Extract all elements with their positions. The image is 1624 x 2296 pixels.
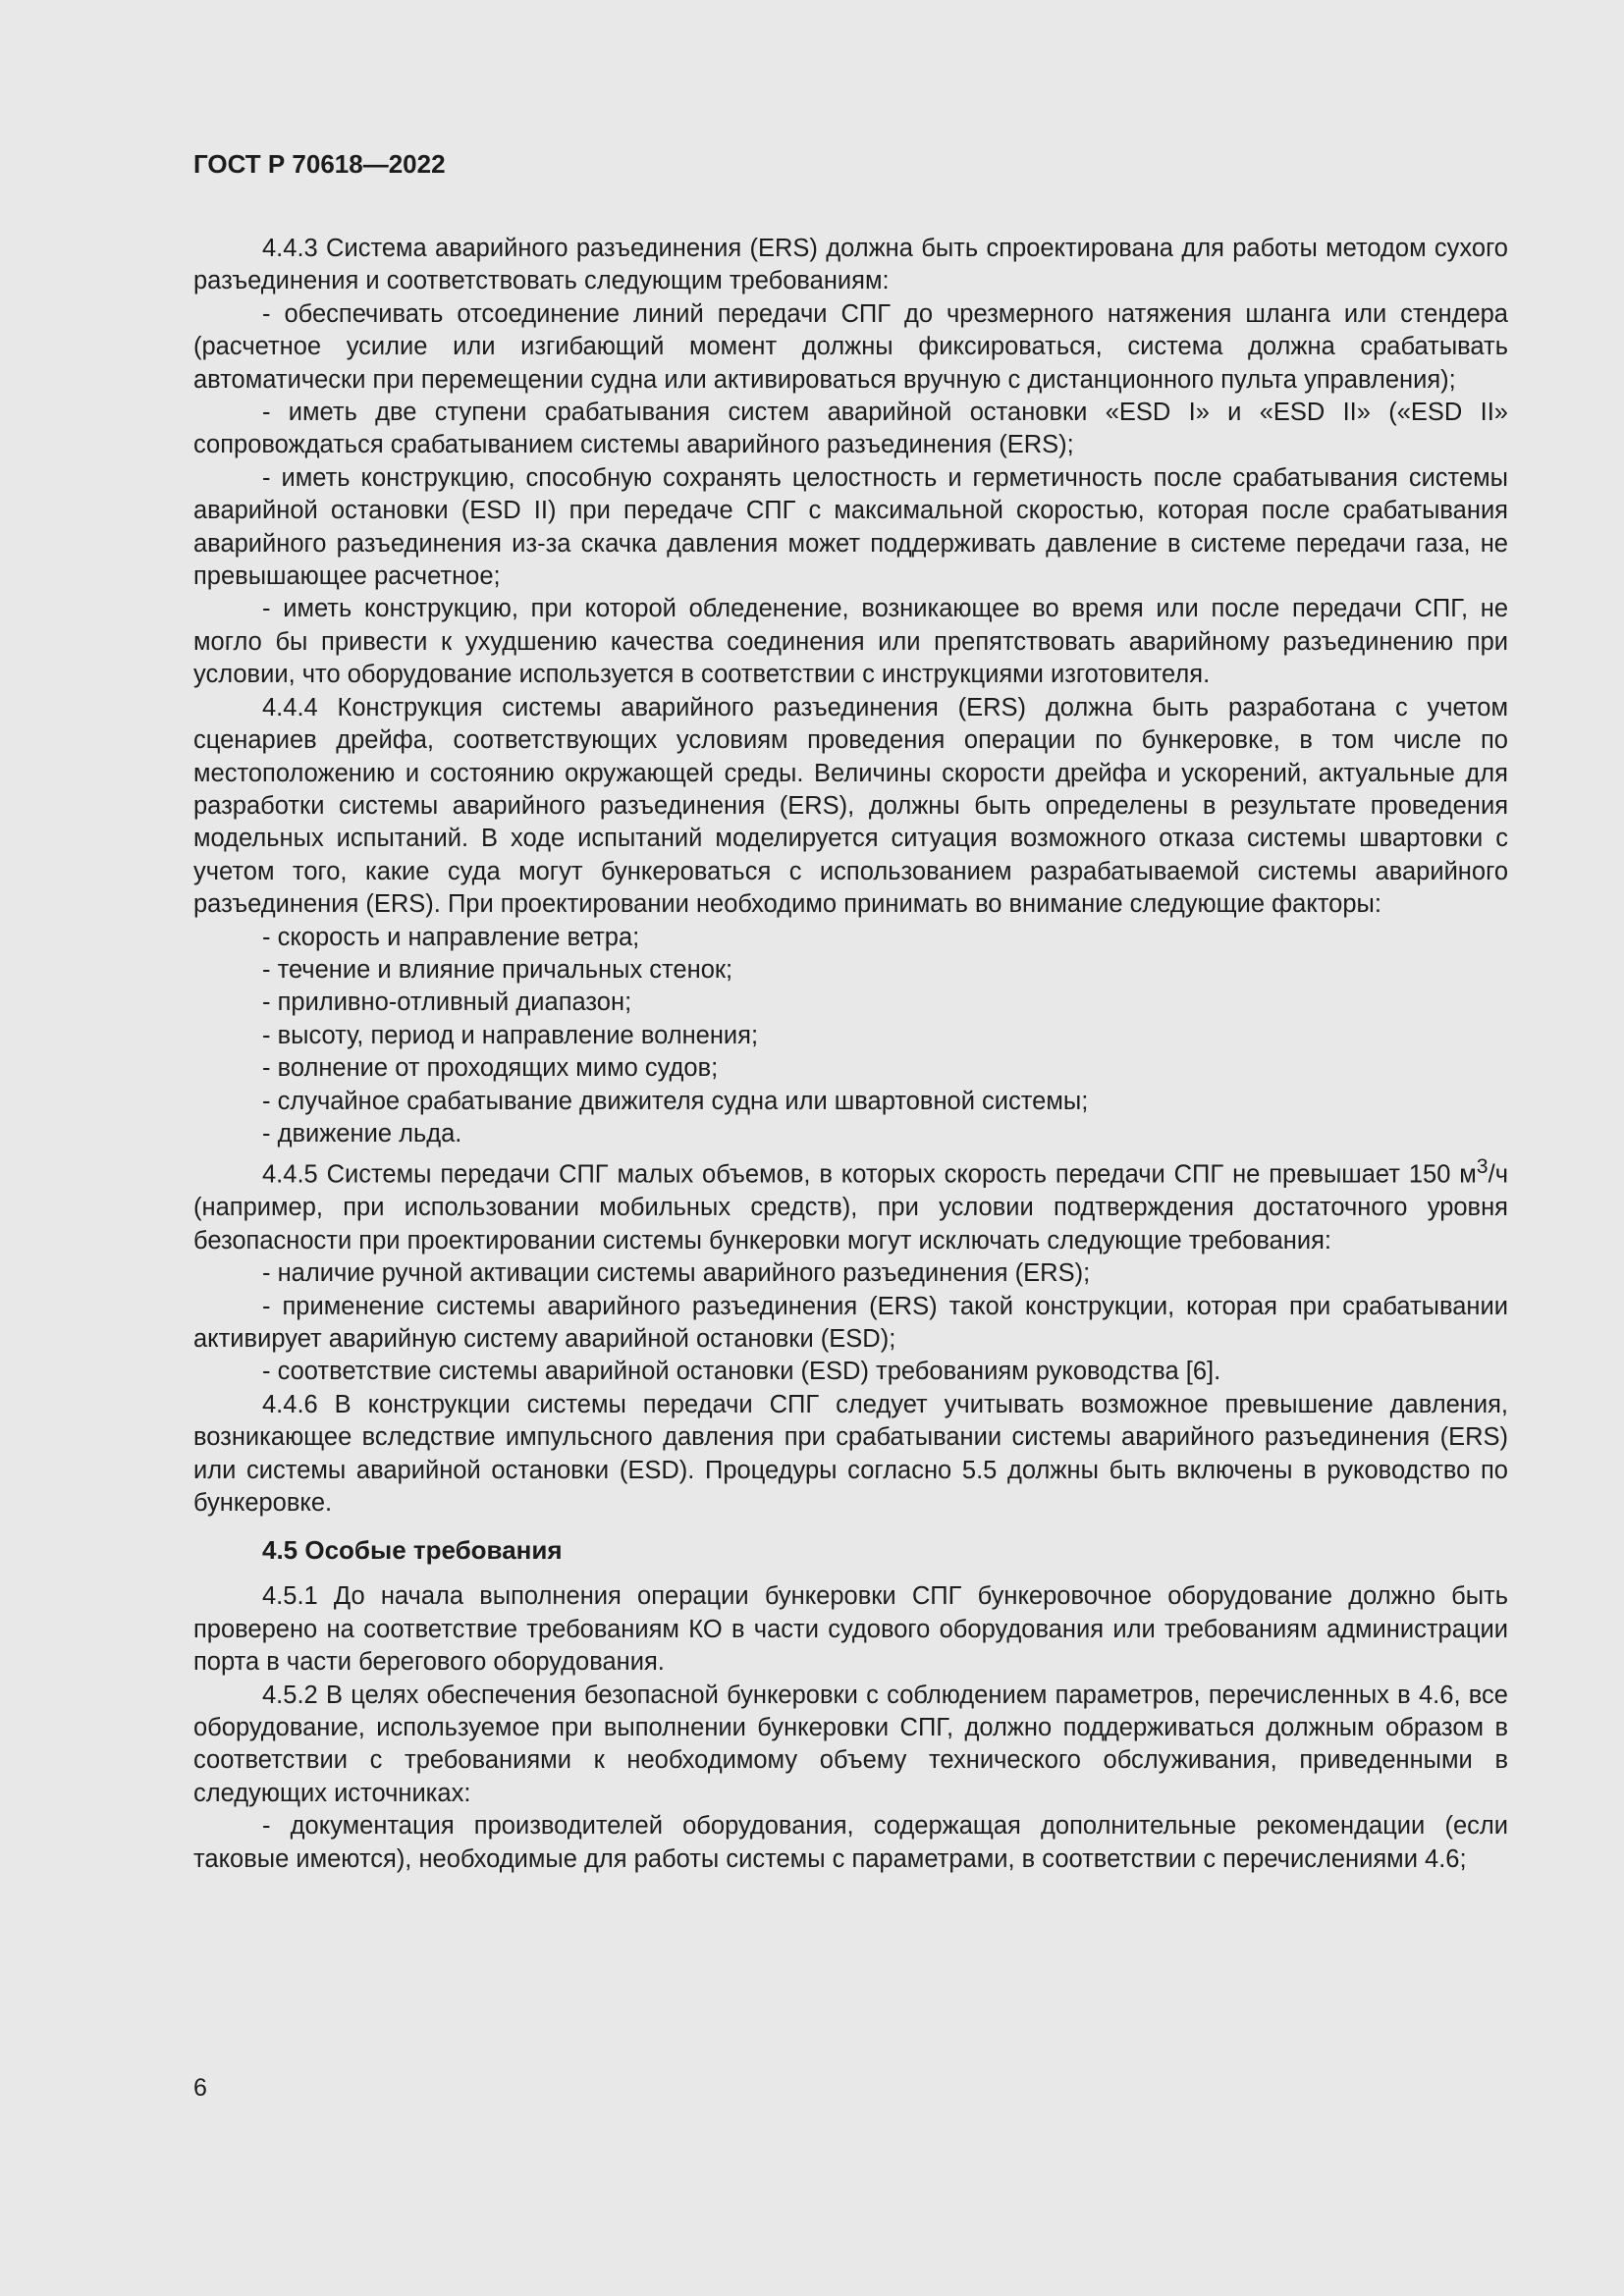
paragraph-text: 4.4.5 Системы передачи СПГ малых объемов, в которых скорость передачи СПГ не превышает 150 м [262, 1160, 1477, 1189]
paragraph-4-4-6: 4.4.6 В конструкции системы передачи СПГ следует учитывать возможное превышение давления, возникающее вследствие импульсного давления при срабатывании системы аварийного разъединения (ERS) или системы аварийной остановки (ESD). Процедуры согласно 5.5 должны быть включены в руководство по бункеровке. [193, 1390, 1508, 1517]
list-item: - волнение от проходящих мимо судов; [262, 1054, 719, 1083]
list-item: - течение и влияние причальных стенок; [262, 955, 733, 984]
list-item: - наличие ручной активации системы аварийного разъединения (ERS); [262, 1259, 1091, 1288]
list-item: - иметь две ступени срабатывания систем аварийной остановки «ESD I» и «ESD II» («ESD II» сопровождаться срабатыванием системы аварийного разъединения (ERS); [193, 399, 1508, 459]
paragraph-4-4-3: 4.4.3 Система аварийного разъединения (ERS) должна быть спроектирована для работы методом сухого разъединения и соответствовать следующим требованиям: [193, 235, 1508, 295]
list-item: - приливно-отливный диапазон; [262, 988, 632, 1017]
list-item: - применение системы аварийного разъединения (ERS) такой конструкции, которая при срабатывании активирует аварийную систему аварийной остановки (ESD); [193, 1292, 1508, 1353]
paragraph-text: /ч (например, при использовании мобильных средств), при условии подтверждения достаточного уровня безопасности при проектировании системы бункеровки могут исключать следующие требования: [193, 1160, 1508, 1255]
list-item: - документация производителей оборудования, содержащая дополнительные рекомендации (если таковые имеются), необходимые для работы системы с параметрами, в соответствии с перечислениями 4.6; [193, 1812, 1508, 1873]
list-item: - движение льда. [262, 1119, 462, 1148]
list-item: - соответствие системы аварийной остановки (ESD) требованиям руководства [6]. [262, 1358, 1221, 1386]
paragraph-4-4-5 [193, 1150, 1508, 1257]
paragraph-4-4-4: 4.4.4 Конструкция системы аварийного разъединения (ERS) должна быть разработана с учетом сценариев дрейфа, соответствующих условиям проведения операции по бункеровке, в том числе по местоположению и состоянию окружающей среды. Величины скорости дрейфа и ускорений, актуальные для разработки системы аварийного разъединения (ERS), должны быть определены в результате проведения модельных испытаний. В ходе испытаний моделируется ситуация возможного отказа системы швартовки с учетом того, какие суда могут бункероваться с использованием разрабатываемой системы аварийного разъединения (ERS). При проектировании необходимо принимать во внимание следующие факторы: [193, 693, 1508, 919]
list-item: - скорость и направление ветра; [262, 923, 640, 951]
paragraph-4-5-1: 4.5.1 До начала выполнения операции бункеровки СПГ бункеровочное оборудование должно быть проверено на соответствие требованиям КО в части судового оборудования или требованиям администрации порта в части берегового оборудования. [193, 1582, 1508, 1677]
list-item: - иметь конструкцию, способную сохранять целостность и герметичность после срабатывания системы аварийной остановки (ESD II) при передаче СПГ с максимальной скоростью, которая после срабатывания аварийного разъединения из-за скачка давления может поддерживать давление в системе передачи газа, не превышающее расчетное; [193, 463, 1508, 591]
list-item: - высоту, период и направление волнения; [262, 1021, 759, 1049]
paragraph-4-5-2: 4.5.2 В целях обеспечения безопасной бункеровки с соблюдением параметров, перечисленных в 4.6, все оборудование, используемое при выполнении бункеровки СПГ, должно поддерживаться должным образом в соответствии с требованиями к необходимому объему технического обслуживания, приведенными в следующих источниках: [193, 1681, 1508, 1807]
list-item: - обеспечивать отсоединение линий передачи СПГ до чрезмерного натяжения шланга или стендера (расчетное усилие или изгибающий момент должны фиксироваться, система должна срабатывать автоматически при перемещении судна или активироваться вручную с дистанционного пульта управления); [193, 299, 1508, 394]
document-header: ГОСТ Р 70618—2022 [193, 149, 446, 179]
page-number: 6 [193, 2074, 207, 2102]
superscript: 3 [1476, 1154, 1489, 1179]
list-item: - случайное срабатывание движителя судна или швартовной системы; [262, 1087, 1089, 1115]
section-title: 4.5 Особые требования [262, 1535, 563, 1566]
list-item: - иметь конструкцию, при которой обледенение, возникающее во время или после передачи СПГ, не могло бы привести к ухудшению качества соединения или препятствовать аварийному разъединению при условии, что оборудование используется в соответствии с инструкциями изготовителя. [193, 595, 1508, 689]
document-body [193, 233, 1508, 1876]
